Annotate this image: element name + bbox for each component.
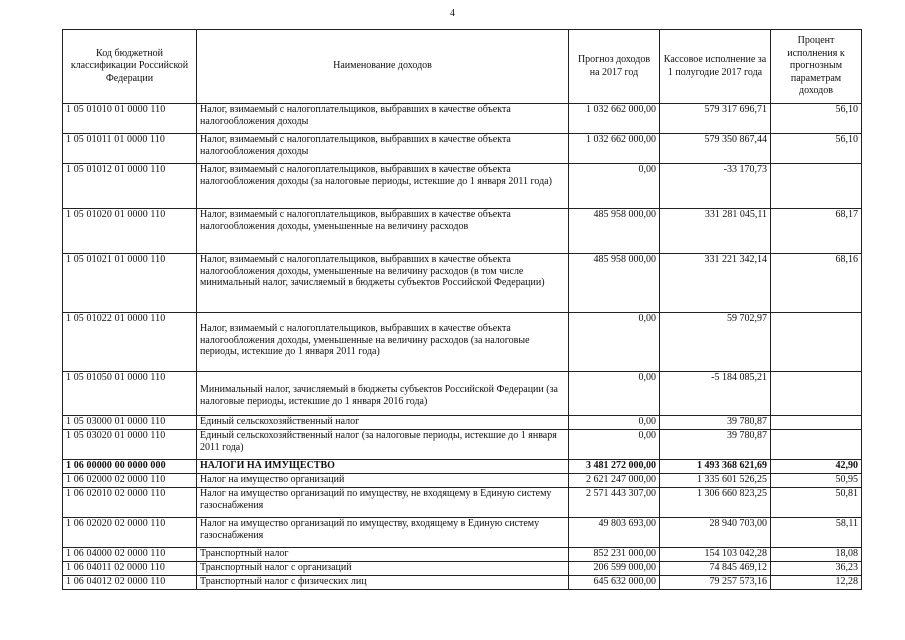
row-name: Налог, взимаемый с налогоплательщиков, выбравших в качестве объекта налогообложения доходы (197, 104, 569, 134)
row-percent (771, 164, 862, 209)
table-row (63, 474, 862, 488)
table-row (63, 104, 862, 134)
row-forecast: 3 481 272 000,00 (569, 460, 660, 474)
row-code: 1 05 03020 01 0000 110 (63, 430, 197, 460)
row-code: 1 05 03000 01 0000 110 (63, 416, 197, 430)
row-percent: 68,16 (771, 254, 862, 313)
table-row (63, 562, 862, 576)
row-execution: 1 493 368 621,69 (660, 460, 771, 474)
row-code: 1 05 01050 01 0000 110 (63, 372, 197, 416)
row-forecast: 1 032 662 000,00 (569, 134, 660, 164)
row-percent: 68,17 (771, 209, 862, 254)
row-execution: 28 940 703,00 (660, 518, 771, 548)
row-name: Налог, взимаемый с налогоплательщиков, выбравших в качестве объекта налогообложения доходы, уменьшенные на величину расходов (за налоговые периоды, истекшие до 1 января 2011 года) (197, 313, 569, 372)
header-name: Наименование доходов (197, 30, 569, 104)
header-code: Код бюджетной классификации Российской Федерации (63, 30, 197, 104)
row-execution: -33 170,73 (660, 164, 771, 209)
header-forecast: Прогноз доходов на 2017 год (569, 30, 660, 104)
row-code: 1 05 01011 01 0000 110 (63, 134, 197, 164)
row-forecast: 1 032 662 000,00 (569, 104, 660, 134)
row-name: Налог, взимаемый с налогоплательщиков, выбравших в качестве объекта налогообложения доходы, уменьшенные на величину расходов (197, 209, 569, 254)
row-execution: 1 306 660 823,25 (660, 488, 771, 518)
row-code: 1 06 02000 02 0000 110 (63, 474, 197, 488)
row-forecast: 0,00 (569, 416, 660, 430)
row-percent: 58,11 (771, 518, 862, 548)
row-forecast: 206 599 000,00 (569, 562, 660, 576)
table-row (63, 164, 862, 209)
row-forecast: 0,00 (569, 372, 660, 416)
header-percent: Процент исполнения к прогнозным параметрам доходов (771, 30, 862, 104)
row-name: Единый сельскохозяйственный налог (197, 416, 569, 430)
row-name: Транспортный налог (197, 548, 569, 562)
row-name: НАЛОГИ НА ИМУЩЕСТВО (197, 460, 569, 474)
row-name: Минимальный налог, зачисляемый в бюджеты субъектов Российской Федерации (за налоговые периоды, истекшие до 1 января 2016 года) (197, 372, 569, 416)
row-execution: 331 281 045,11 (660, 209, 771, 254)
row-percent (771, 416, 862, 430)
table-row (63, 488, 862, 518)
row-code: 1 05 01020 01 0000 110 (63, 209, 197, 254)
row-forecast: 2 621 247 000,00 (569, 474, 660, 488)
page-number: 4 (450, 8, 455, 19)
row-name: Налог, взимаемый с налогоплательщиков, выбравших в качестве объекта налогообложения доходы, уменьшенные на величину расходов (в том числе минимальный налог, зачисляемый в бюджеты субъектов Российской Федерации) (197, 254, 569, 313)
row-code: 1 05 01021 01 0000 110 (63, 254, 197, 313)
table-row-section (63, 460, 862, 474)
row-forecast: 645 632 000,00 (569, 576, 660, 590)
row-code: 1 06 04012 02 0000 110 (63, 576, 197, 590)
row-percent: 18,08 (771, 548, 862, 562)
table-row (63, 134, 862, 164)
row-execution: -5 184 085,21 (660, 372, 771, 416)
row-execution: 1 335 601 526,25 (660, 474, 771, 488)
table-row (63, 430, 862, 460)
row-execution: 331 221 342,14 (660, 254, 771, 313)
row-code: 1 05 01012 01 0000 110 (63, 164, 197, 209)
row-name: Налог, взимаемый с налогоплательщиков, выбравших в качестве объекта налогообложения доходы (за налоговые периоды, истекшие до 1 января 2011 года) (197, 164, 569, 209)
row-percent: 50,81 (771, 488, 862, 518)
table-row (63, 209, 862, 254)
revenue-table (62, 29, 862, 590)
row-percent: 50,95 (771, 474, 862, 488)
row-execution: 579 350 867,44 (660, 134, 771, 164)
row-percent: 42,90 (771, 460, 862, 474)
row-name: Транспортный налог с физических лиц (197, 576, 569, 590)
row-execution: 154 103 042,28 (660, 548, 771, 562)
row-execution: 579 317 696,71 (660, 104, 771, 134)
row-percent (771, 313, 862, 372)
table-header-row (63, 30, 862, 104)
row-percent (771, 430, 862, 460)
table-row (63, 576, 862, 590)
table-row (63, 372, 862, 416)
row-code: 1 06 04000 02 0000 110 (63, 548, 197, 562)
row-percent: 56,10 (771, 134, 862, 164)
row-percent: 56,10 (771, 104, 862, 134)
row-code: 1 06 00000 00 0000 000 (63, 460, 197, 474)
table-row (63, 548, 862, 562)
row-execution: 39 780,87 (660, 430, 771, 460)
row-name: Транспортный налог с организаций (197, 562, 569, 576)
header-execution: Кассовое исполнение за 1 полугодие 2017 года (660, 30, 771, 104)
row-forecast: 485 958 000,00 (569, 209, 660, 254)
row-execution: 39 780,87 (660, 416, 771, 430)
row-forecast: 485 958 000,00 (569, 254, 660, 313)
row-execution: 59 702,97 (660, 313, 771, 372)
table-row (63, 313, 862, 372)
row-code: 1 06 02020 02 0000 110 (63, 518, 197, 548)
row-percent: 12,28 (771, 576, 862, 590)
row-name: Налог на имущество организаций по имуществу, не входящему в Единую систему газоснабжения (197, 488, 569, 518)
row-code: 1 05 01010 01 0000 110 (63, 104, 197, 134)
table-row (63, 518, 862, 548)
row-execution: 74 845 469,12 (660, 562, 771, 576)
row-percent (771, 372, 862, 416)
row-forecast: 0,00 (569, 164, 660, 209)
row-forecast: 0,00 (569, 313, 660, 372)
row-name: Налог на имущество организаций по имуществу, входящему в Единую систему газоснабжения (197, 518, 569, 548)
row-code: 1 05 01022 01 0000 110 (63, 313, 197, 372)
row-forecast: 2 571 443 307,00 (569, 488, 660, 518)
row-code: 1 06 04011 02 0000 110 (63, 562, 197, 576)
row-name: Налог, взимаемый с налогоплательщиков, выбравших в качестве объекта налогообложения доходы (197, 134, 569, 164)
row-forecast: 49 803 693,00 (569, 518, 660, 548)
row-code: 1 06 02010 02 0000 110 (63, 488, 197, 518)
row-execution: 79 257 573,16 (660, 576, 771, 590)
row-forecast: 0,00 (569, 430, 660, 460)
row-name: Налог на имущество организаций (197, 474, 569, 488)
row-forecast: 852 231 000,00 (569, 548, 660, 562)
table-row (63, 254, 862, 313)
table-row (63, 416, 862, 430)
row-name: Единый сельскохозяйственный налог (за налоговые периоды, истекшие до 1 января 2011 года) (197, 430, 569, 460)
row-percent: 36,23 (771, 562, 862, 576)
